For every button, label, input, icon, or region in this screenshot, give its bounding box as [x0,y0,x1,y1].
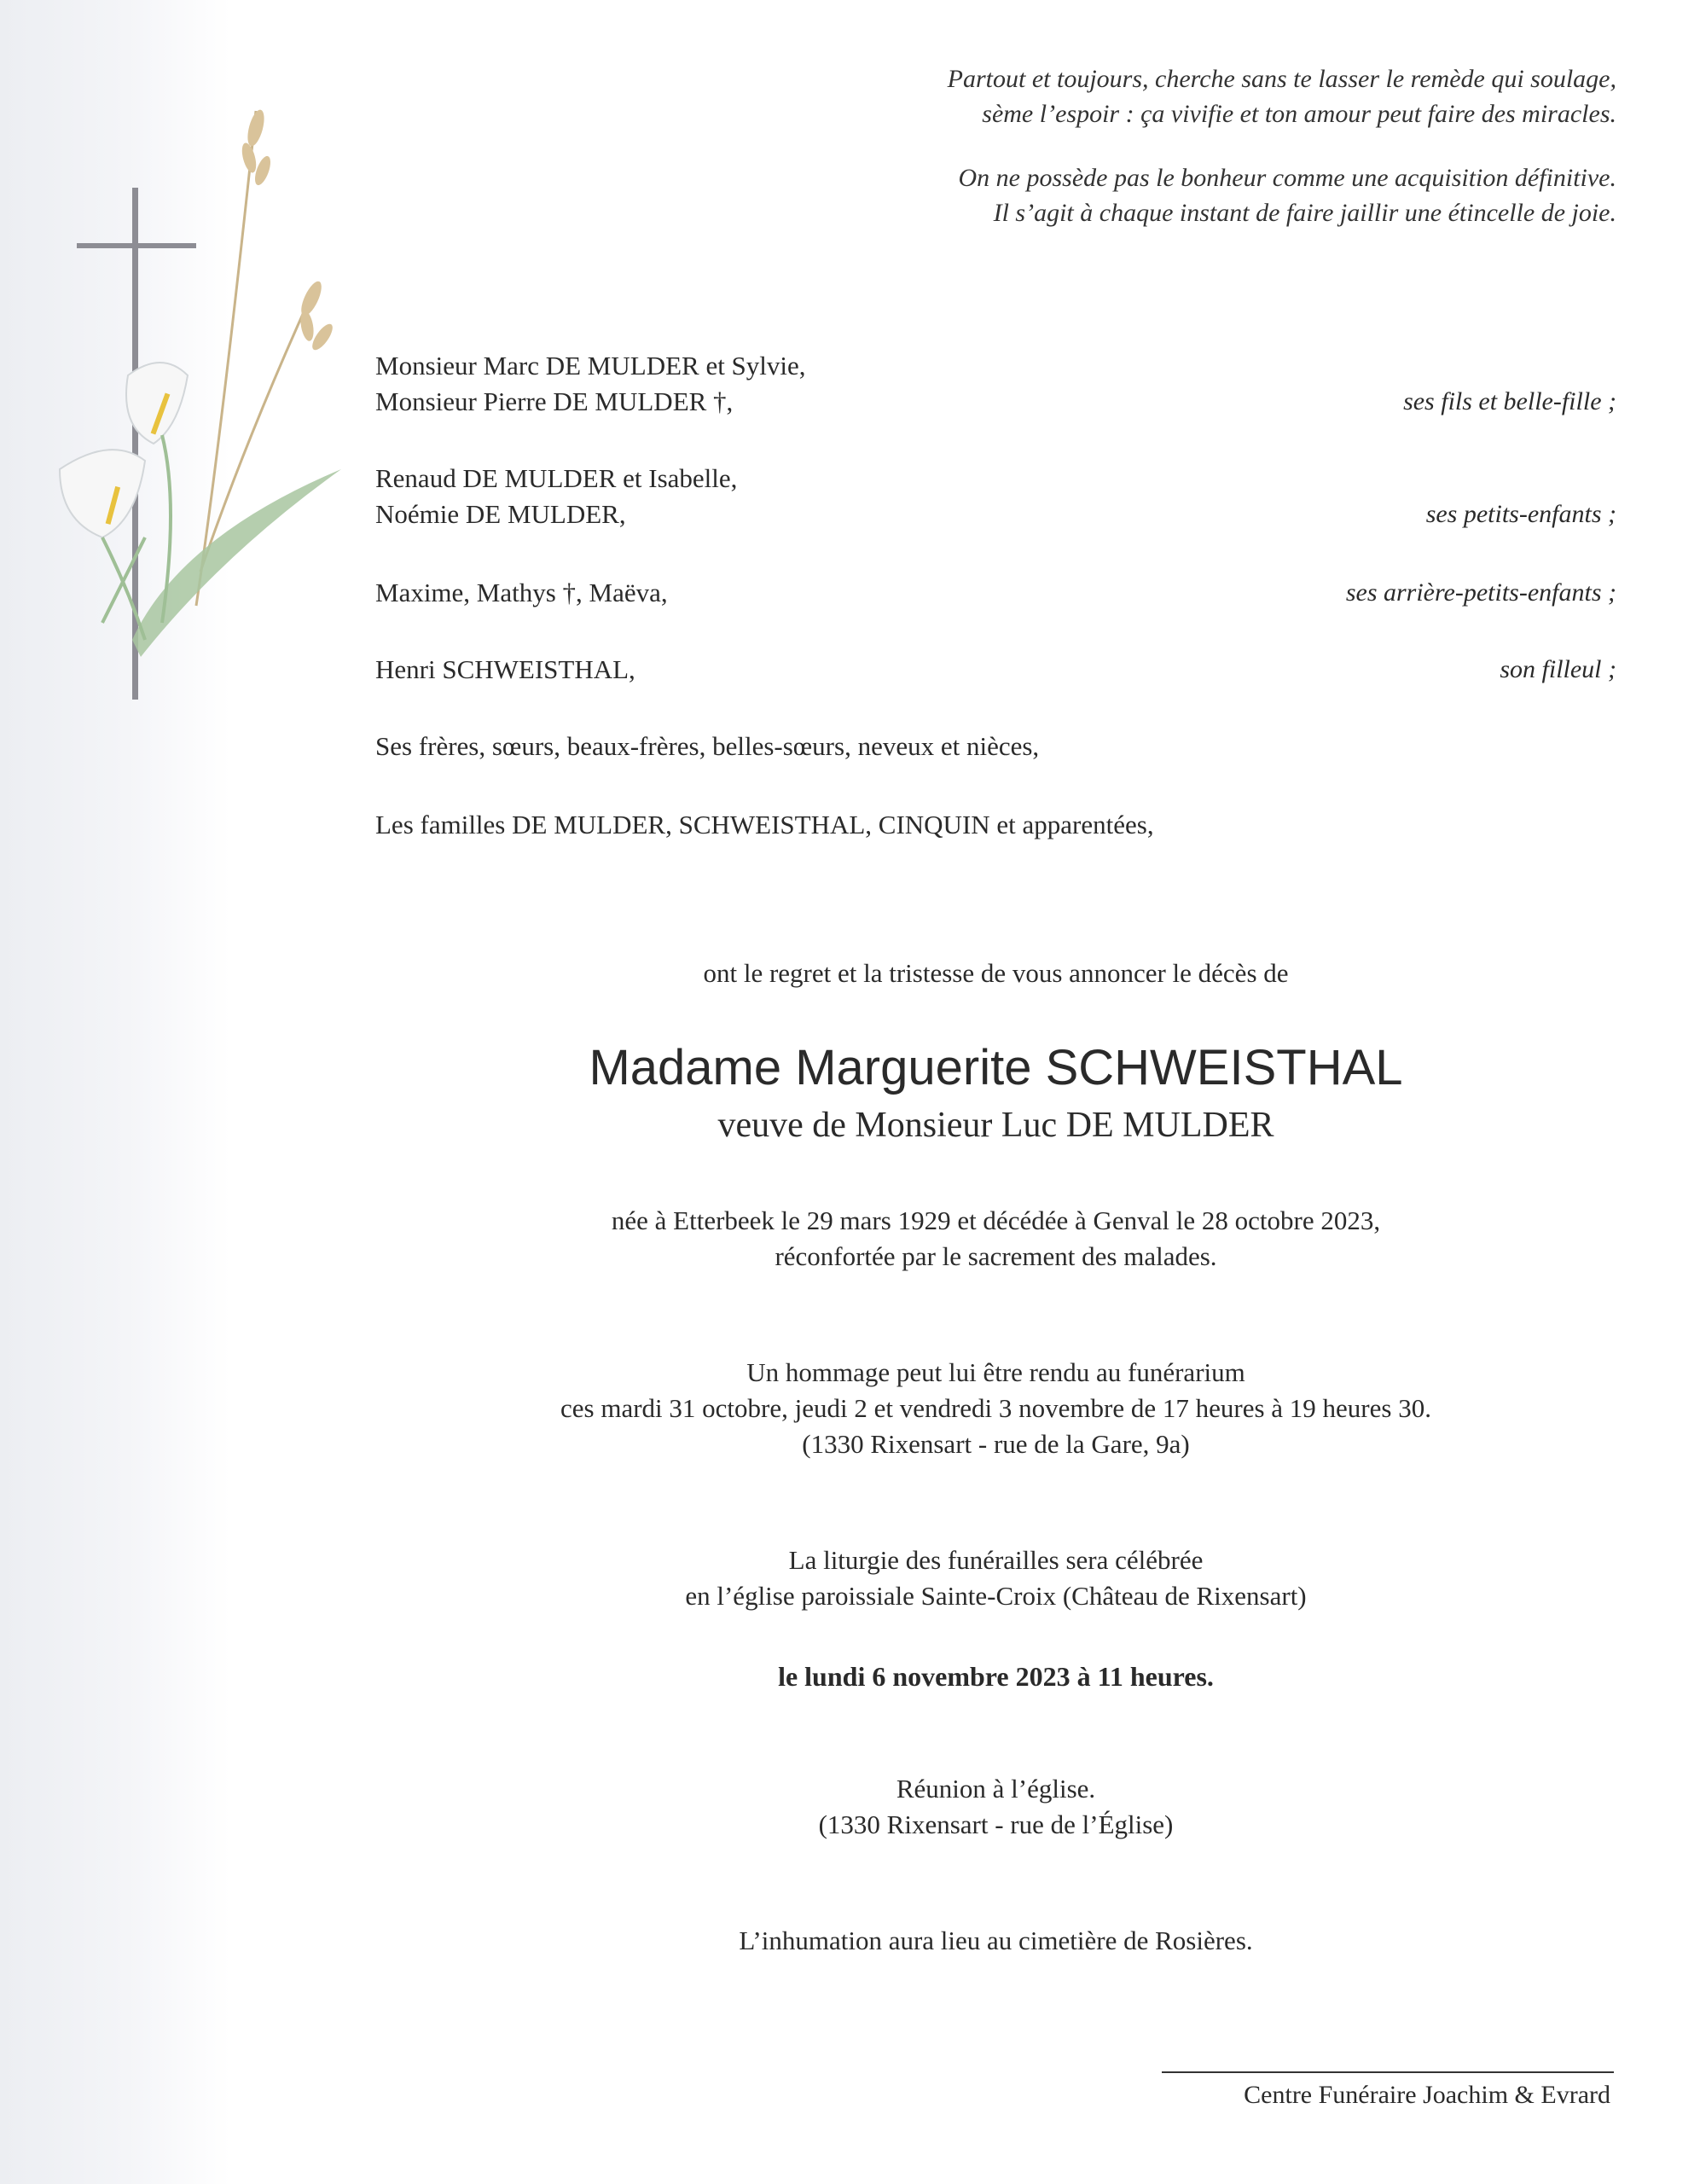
birth-death [375,1203,1616,1275]
quote-line: sème l’espoir : ça vivifie et ton amour peut faire des miracles. [982,100,1616,128]
family-siblings-text: Ses frères, sœurs, beaux-frères, belles-sœurs, neveux et nièces, [375,731,1040,761]
liturgy-line: La liturgie des funérailles sera célébrée [788,1545,1204,1575]
relation-label: ses fils et belle-fille ; [1403,387,1616,415]
signature-divider [1162,2071,1614,2073]
family-name: Monsieur Pierre DE MULDER †, [375,386,734,416]
quote-line: Partout et toujours, cherche sans te lasser le remède qui soulage, [947,65,1616,93]
cross-calla-lily-emblem [51,94,358,708]
family-name: Noémie DE MULDER, [375,499,626,529]
family-name: Renaud DE MULDER et Isabelle, [375,463,738,493]
birth-death-line: née à Etterbeek le 29 mars 1929 et décédée à Genval le 28 octobre 2023, [611,1205,1381,1235]
family-godson [375,652,1616,688]
tribute-line: (1330 Rixensart - rue de la Gare, 9a) [802,1429,1190,1459]
family-name: Henri SCHWEISTHAL, [375,654,635,684]
family-families-text: Les familles DE MULDER, SCHWEISTHAL, CINQUIN et apparentées, [375,810,1154,839]
meeting-line: Réunion à l’église. [896,1774,1096,1804]
ceremony-date-text: le lundi 6 novembre 2023 à 11 heures. [778,1661,1214,1692]
quote-line: Il s’agit à chaque instant de faire jaillir une étincelle de joie. [993,199,1616,227]
funeral-home: Centre Funéraire Joachim & Evrard [1244,2081,1610,2109]
relation-label: son filleul ; [1500,655,1616,683]
birth-death-line: réconfortée par le sacrement des malades. [775,1241,1217,1271]
tribute-line: Un hommage peut lui être rendu au funérarium [746,1357,1245,1387]
meeting-line: (1330 Rixensart - rue de l’Église) [818,1809,1174,1839]
family-siblings [375,729,1616,764]
burial [375,1923,1616,1959]
opening-quote-2 [958,160,1616,230]
quote-line: On ne possède pas le bonheur comme une acquisition définitive. [958,164,1616,192]
tribute-line: ces mardi 31 octobre, jeudi 2 et vendredi 3 novembre de 17 heures à 19 heures 30. [560,1393,1431,1423]
liturgy [375,1542,1616,1614]
announcement-text: ont le regret et la tristesse de vous annoncer le décès de [703,958,1289,988]
family-families [375,807,1616,843]
liturgy-line: en l’église paroissiale Sainte-Croix (Château de Rixensart) [685,1581,1307,1611]
meeting [375,1771,1616,1843]
relation-label: ses petits-enfants ; [1425,500,1616,528]
burial-text: L’inhumation aura lieu au cimetière de Rosières. [739,1926,1253,1955]
announcement [375,956,1616,991]
family-name: Monsieur Marc DE MULDER et Sylvie, [375,351,806,380]
tribute [375,1355,1616,1462]
opening-quote-1 [948,61,1616,131]
family-great-grandchildren [375,575,1616,611]
family-name: Maxime, Mathys †, Maëva, [375,578,668,607]
deceased-widow-of: veuve de Monsieur Luc DE MULDER [717,1106,1274,1145]
family-grandchildren [375,461,1616,532]
ceremony-date [375,1658,1616,1694]
deceased [375,1036,1616,1150]
relation-label: ses arrière-petits-enfants ; [1345,578,1616,607]
family-sons [375,348,1616,420]
deceased-name: Madame Marguerite SCHWEISTHAL [589,1040,1403,1095]
